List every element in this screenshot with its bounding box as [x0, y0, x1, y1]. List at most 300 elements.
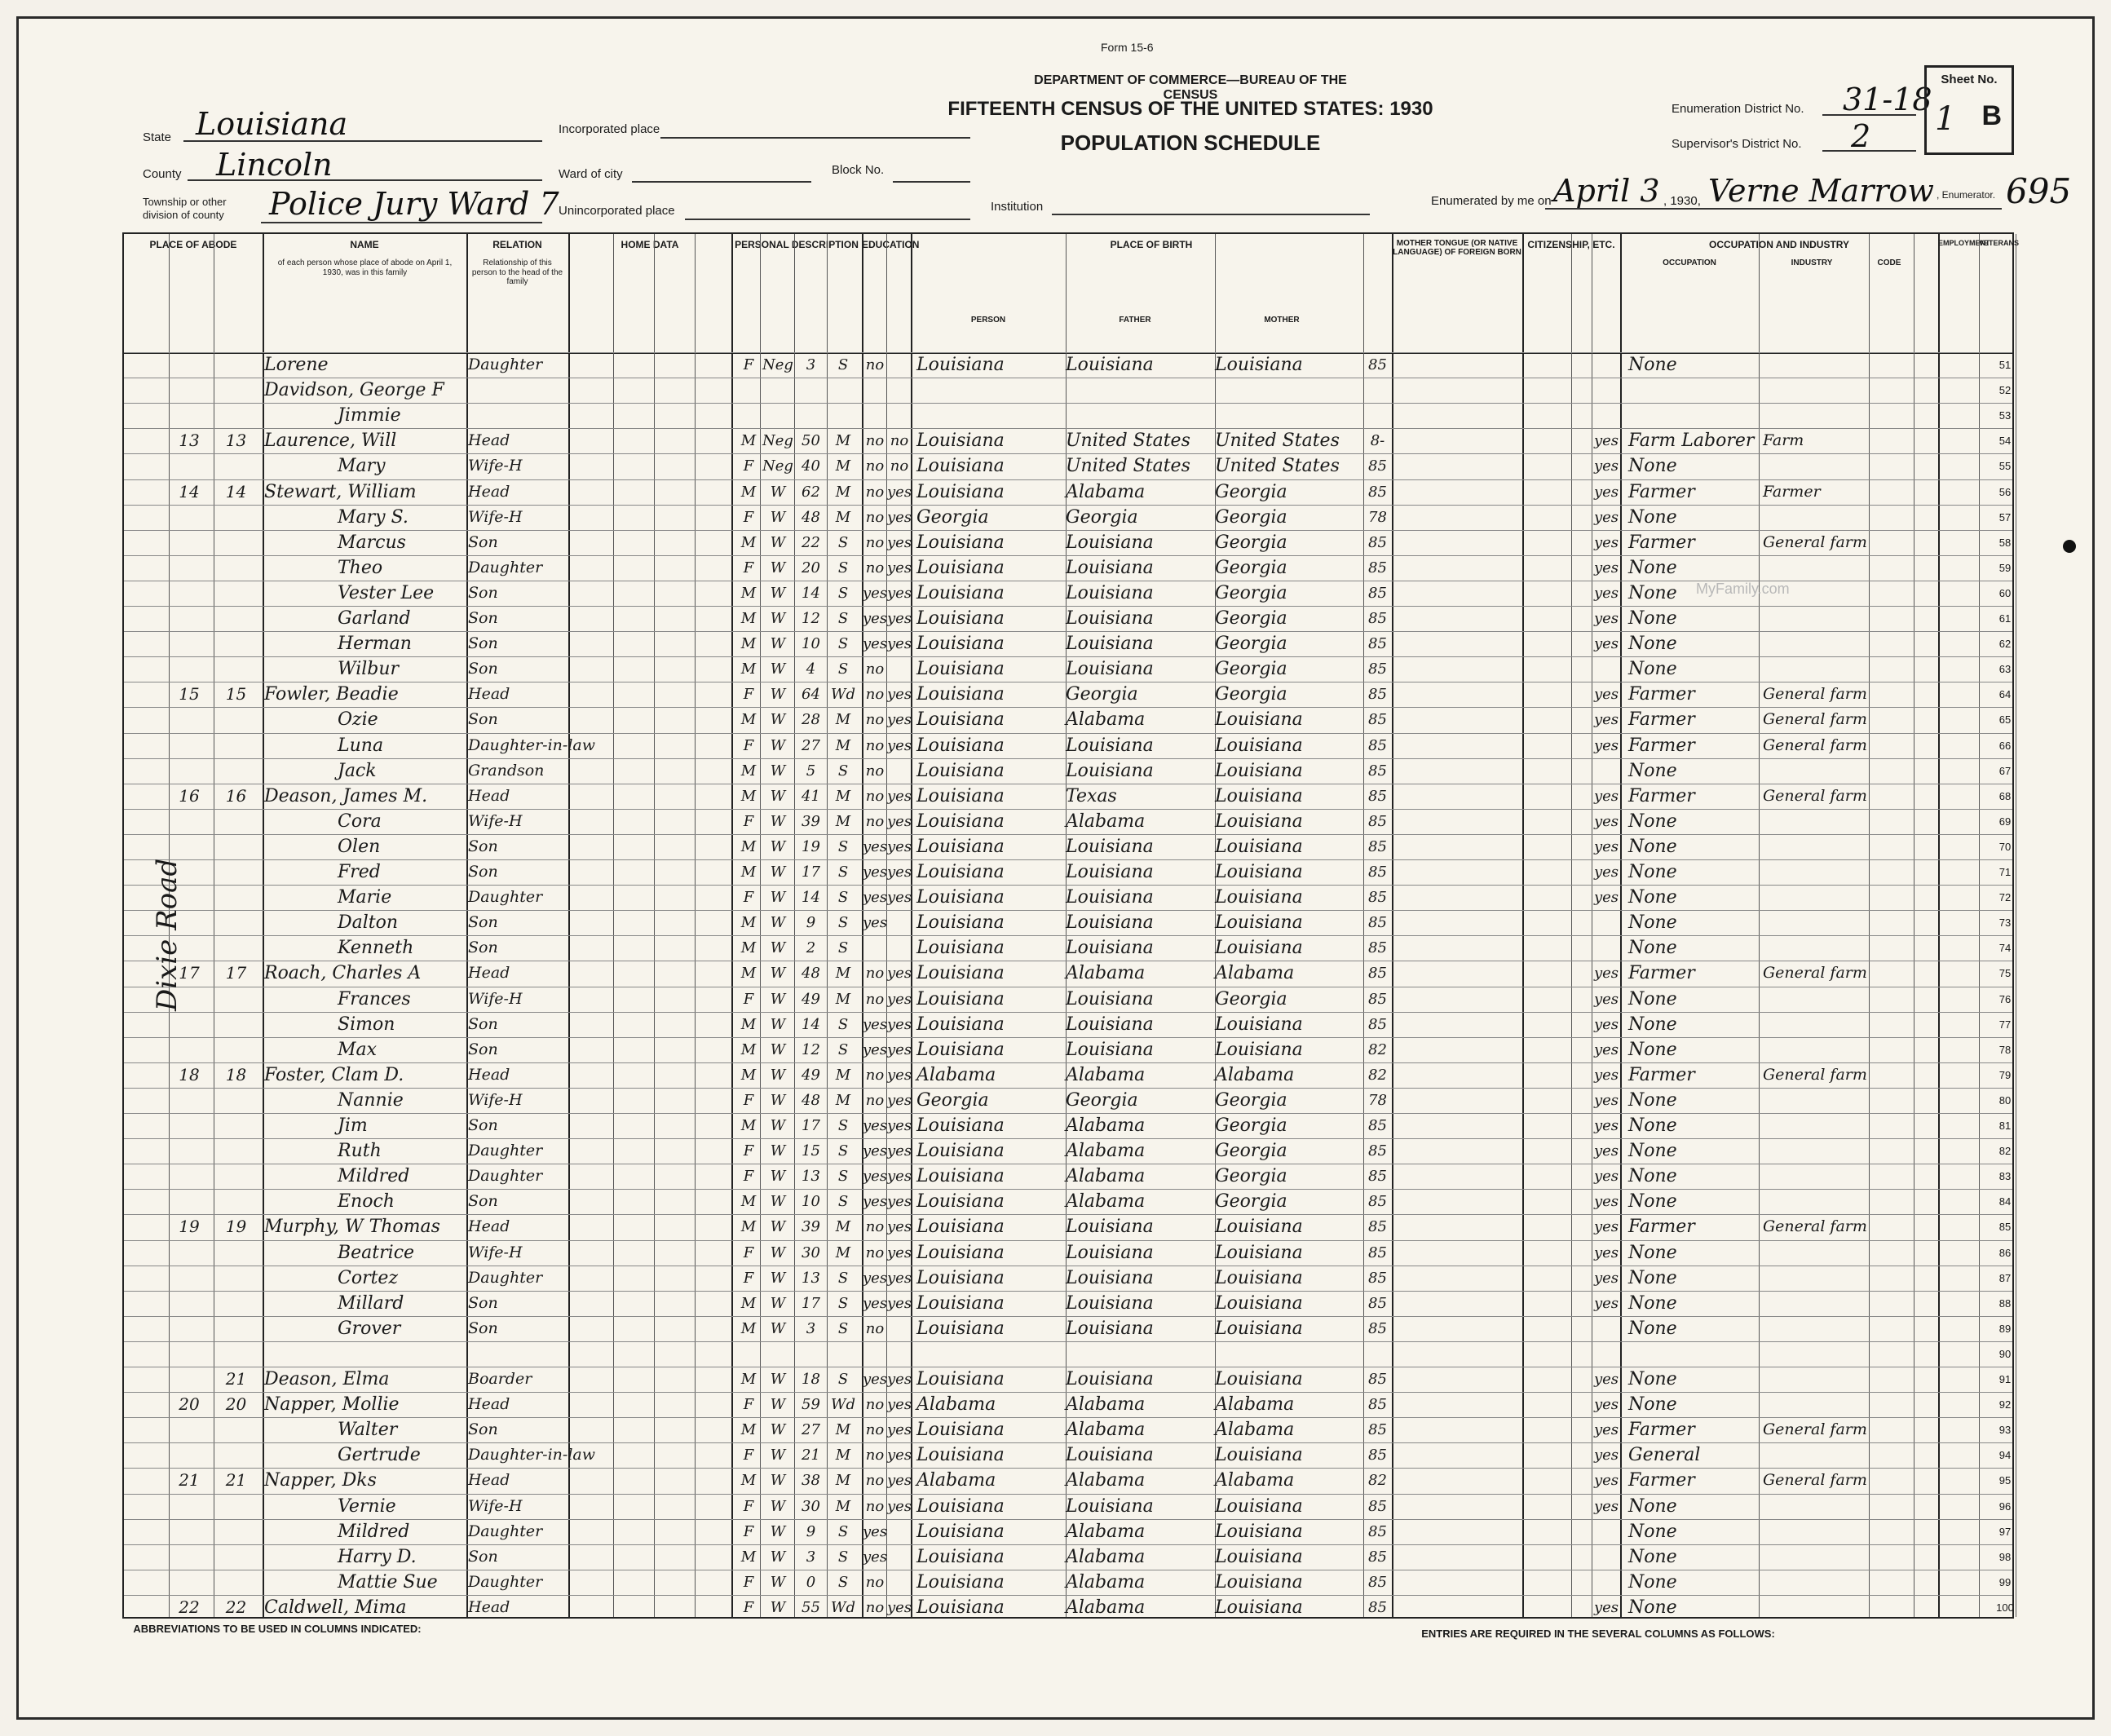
block-label: Block No. [832, 163, 885, 177]
population-table [122, 232, 2020, 1619]
cell-age: 14 [802, 584, 820, 602]
cell-father: Alabama [1066, 1470, 1146, 1491]
cell-mother: Alabama [1215, 1394, 1295, 1416]
table-row [124, 1417, 2012, 1442]
cell-age: 17 [802, 1294, 820, 1312]
table-row [124, 656, 2012, 682]
cell-father: Louisiana [1066, 760, 1154, 781]
cell-eng: yes [1593, 1218, 1619, 1236]
cell-name: Mildred [338, 1166, 410, 1187]
cell-father: Louisiana [1066, 608, 1154, 629]
cell-occ: None [1628, 355, 1677, 375]
enum-district-underline [1822, 114, 1916, 116]
cell-name: Jimmie [338, 405, 401, 426]
cell-eng: yes [1593, 1091, 1619, 1109]
cell-age: 48 [802, 1091, 820, 1109]
supervisor-value: 2 [1851, 118, 1871, 154]
cell-read: yes [887, 635, 912, 653]
line-number: 55 [1998, 460, 2012, 473]
cell-father: Alabama [1066, 709, 1146, 731]
cell-father: Louisiana [1066, 659, 1154, 680]
cell-code: 85 [1368, 1598, 1387, 1616]
cell-dw: 18 [179, 1064, 200, 1084]
cell-read: yes [887, 1243, 912, 1261]
punch-hole [2063, 540, 2076, 553]
cell-code: 85 [1368, 939, 1387, 957]
cell-occ: None [1628, 1571, 1677, 1592]
cell-code: 85 [1368, 610, 1387, 627]
cell-rel: Wife-H [468, 507, 523, 526]
cell-mother: Louisiana [1215, 735, 1303, 756]
cell-rel: Son [468, 1319, 498, 1337]
table-row [124, 809, 2012, 834]
cell-father: Alabama [1066, 1571, 1146, 1592]
cell-race: W [770, 990, 786, 1008]
cell-occ: None [1628, 1318, 1677, 1339]
cell-name: Roach, Charles A [264, 963, 422, 984]
cell-school: no [865, 1218, 885, 1236]
cell-sex: M [740, 1117, 757, 1134]
cell-school: yes [863, 1168, 888, 1186]
cell-code: 85 [1368, 914, 1387, 932]
cell-rel: Daughter [468, 1572, 543, 1591]
cell-pob: Louisiana [916, 431, 1005, 452]
cell-read: yes [887, 559, 912, 576]
cell-mother: Louisiana [1215, 1217, 1303, 1238]
cell-school: no [865, 483, 885, 501]
cell-name: Gertrude [338, 1445, 421, 1466]
cell-code: 85 [1368, 686, 1387, 704]
cell-school: yes [863, 584, 888, 602]
cell-mother: Alabama [1215, 1420, 1295, 1441]
cell-code: 85 [1368, 1218, 1387, 1236]
cell-read: yes [887, 610, 912, 627]
group-employment: EMPLOYMENT [1938, 239, 1990, 247]
cell-name: Nannie [338, 1089, 404, 1111]
cell-read: yes [887, 1091, 912, 1109]
cell-fam: 19 [225, 1217, 247, 1237]
table-header [124, 234, 2020, 354]
cell-name: Murphy, W Thomas [264, 1217, 440, 1238]
cell-pob: Louisiana [916, 988, 1005, 1009]
cell-name: Enoch [338, 1191, 395, 1213]
line-number: 92 [1998, 1398, 2012, 1411]
cell-pob: Louisiana [916, 709, 1005, 731]
birth-father-head: FATHER [1119, 316, 1151, 325]
cell-mother: Georgia [1215, 684, 1287, 705]
cell-ms: S [837, 1522, 849, 1540]
cell-age: 0 [806, 1573, 816, 1591]
cell-father: Alabama [1066, 963, 1146, 984]
cell-eng: yes [1593, 1472, 1619, 1490]
cell-school: no [865, 1472, 885, 1490]
cell-race: Neg [762, 356, 793, 373]
cell-mother: Louisiana [1215, 1445, 1303, 1466]
cell-ind: Farmer [1763, 482, 1821, 501]
cell-eng: yes [1593, 686, 1619, 704]
cell-rel: Son [468, 1014, 498, 1033]
line-number: 83 [1998, 1170, 2012, 1183]
cell-eng: yes [1593, 1447, 1619, 1464]
line-number: 82 [1998, 1145, 2012, 1158]
cell-read: yes [887, 889, 912, 907]
cell-rel: Son [468, 1040, 498, 1058]
cell-father: Georgia [1066, 684, 1138, 705]
cell-occ: None [1628, 456, 1677, 477]
cell-age: 28 [802, 711, 820, 729]
cell-race: W [770, 939, 786, 957]
cell-age: 38 [802, 1472, 820, 1490]
cell-pob: Louisiana [916, 1369, 1005, 1389]
cell-sex: F [743, 1598, 754, 1616]
cell-name: Fowler, Beadie [264, 684, 399, 705]
cell-read: yes [887, 711, 912, 729]
cell-pob: Louisiana [916, 1217, 1005, 1238]
cell-occ: None [1628, 608, 1677, 629]
cell-code: 85 [1368, 1396, 1387, 1414]
table-row [124, 403, 2012, 428]
cell-pob: Louisiana [916, 582, 1005, 603]
table-row [124, 987, 2012, 1012]
cell-ms: M [835, 1243, 851, 1261]
cell-ms: S [837, 1015, 849, 1033]
cell-eng: yes [1593, 1598, 1619, 1616]
cell-mother: Louisiana [1215, 1267, 1303, 1288]
cell-code: 85 [1368, 1117, 1387, 1134]
cell-sex: M [740, 584, 757, 602]
cell-read: yes [887, 1421, 912, 1439]
cell-mother: United States [1215, 431, 1340, 452]
unincorporated-underline [685, 219, 970, 220]
table-row [124, 428, 2012, 453]
table-row [124, 1189, 2012, 1214]
cell-code: 8- [1370, 432, 1385, 450]
cell-age: 12 [802, 1040, 820, 1058]
cell-occ: None [1628, 1546, 1677, 1567]
cell-name: Harry D. [338, 1546, 417, 1567]
line-number: 98 [1998, 1550, 2012, 1563]
cell-mother: Georgia [1215, 659, 1287, 680]
enumerated-date: April 3 [1553, 173, 1660, 209]
cell-school: no [865, 1598, 885, 1616]
group-citizenship: CITIZENSHIP, ETC. [1527, 239, 1615, 250]
cell-pob: Louisiana [916, 1267, 1005, 1288]
line-number: 58 [1998, 536, 2012, 549]
cell-ind: General farm [1763, 1065, 1867, 1084]
cell-name: Jim [338, 1115, 368, 1136]
county-label: County [143, 167, 182, 181]
cell-eng: yes [1593, 1193, 1619, 1211]
cell-school: no [865, 508, 885, 526]
table-row [124, 859, 2012, 885]
state-underline [183, 140, 542, 142]
cell-ms: S [837, 864, 849, 881]
cell-eng: yes [1593, 812, 1619, 830]
cell-rel: Son [468, 1192, 498, 1211]
cell-race: W [770, 1294, 786, 1312]
cell-rel: Head [468, 1597, 510, 1616]
cell-school: no [865, 1319, 885, 1337]
cell-mother: Louisiana [1215, 785, 1303, 806]
cell-school: no [865, 1421, 885, 1439]
cell-sex: F [743, 736, 754, 754]
cell-age: 49 [802, 1066, 820, 1084]
cell-mother: Louisiana [1215, 811, 1303, 832]
cell-age: 15 [802, 1142, 820, 1160]
cell-ms: M [835, 457, 851, 475]
cell-mother: Louisiana [1215, 836, 1303, 857]
cell-eng: yes [1593, 1142, 1619, 1160]
cell-race: W [770, 914, 786, 932]
cell-name: Wilbur [338, 659, 400, 680]
cell-fam: 17 [225, 963, 247, 983]
cell-ms: S [837, 1319, 849, 1337]
cell-school: no [865, 1497, 885, 1515]
cell-ind: General farm [1763, 786, 1867, 805]
cell-ms: Wd [830, 1598, 856, 1616]
cell-mother: Louisiana [1215, 1292, 1303, 1314]
cell-code: 85 [1368, 1371, 1387, 1388]
cell-mother: Louisiana [1215, 709, 1303, 731]
cell-pob: Louisiana [916, 1521, 1005, 1542]
cell-ms: M [835, 1447, 851, 1464]
cell-mother: Georgia [1215, 506, 1287, 528]
cell-pob: Louisiana [916, 1191, 1005, 1213]
cell-race: W [770, 610, 786, 627]
cell-occ: Farmer [1628, 963, 1695, 984]
cell-school: no [865, 711, 885, 729]
cell-age: 9 [806, 914, 816, 932]
cell-pob: Louisiana [916, 785, 1005, 806]
cell-school: no [865, 1066, 885, 1084]
cell-sex: F [743, 1091, 754, 1109]
cell-read: yes [887, 990, 912, 1008]
cell-code: 85 [1368, 1015, 1387, 1033]
cell-age: 40 [802, 457, 820, 475]
cell-ms: M [835, 965, 851, 983]
cell-age: 30 [802, 1243, 820, 1261]
cell-eng: yes [1593, 1066, 1619, 1084]
cell-race: W [770, 1091, 786, 1109]
group-place-of-birth: PLACE OF BIRTH [1110, 239, 1193, 250]
cell-name: Stewart, William [264, 481, 417, 502]
cell-ms: S [837, 559, 849, 576]
cell-ms: M [835, 736, 851, 754]
cell-code: 85 [1368, 1269, 1387, 1287]
cell-ms: M [835, 508, 851, 526]
cell-name: Deason, Elma [264, 1369, 390, 1389]
cell-read: yes [887, 1015, 912, 1033]
cell-sex: F [743, 1142, 754, 1160]
cell-rel: Son [468, 634, 498, 653]
line-number: 89 [1998, 1322, 2012, 1335]
cell-race: W [770, 1015, 786, 1033]
cell-pob: Louisiana [916, 1166, 1005, 1187]
cell-fam: 21 [225, 1470, 247, 1491]
cell-race: W [770, 1522, 786, 1540]
cell-dw: 13 [179, 431, 200, 451]
cell-occ: General [1628, 1445, 1701, 1466]
cell-school: no [865, 1091, 885, 1109]
cell-code: 85 [1368, 635, 1387, 653]
cell-pob: Louisiana [916, 1571, 1005, 1592]
institution-label: Institution [991, 200, 1044, 214]
cell-mother: Alabama [1215, 1064, 1295, 1085]
line-number: 57 [1998, 510, 2012, 523]
cell-occ: None [1628, 988, 1677, 1009]
cell-rel: Daughter-in-law [468, 1446, 595, 1464]
cell-sex: M [740, 432, 757, 450]
cell-mother: Georgia [1215, 1141, 1287, 1162]
cell-father: Alabama [1066, 1521, 1146, 1542]
cell-mother: Louisiana [1215, 760, 1303, 781]
cell-school: no [865, 812, 885, 830]
birth-person-head: PERSON [970, 316, 1006, 325]
cell-occ: None [1628, 1292, 1677, 1314]
cell-mother: Louisiana [1215, 862, 1303, 882]
year-suffix: , 1930, [1663, 194, 1701, 208]
cell-occ: None [1628, 1089, 1677, 1111]
cell-rel: Son [468, 609, 498, 627]
supervisor-label: Supervisor's District No. [1672, 137, 1802, 151]
table-row [124, 1316, 2012, 1341]
cell-mother: Georgia [1215, 634, 1287, 655]
cell-ms: M [835, 1472, 851, 1490]
cell-pob: Louisiana [916, 1420, 1005, 1441]
cell-read: yes [887, 812, 912, 830]
cell-sex: F [743, 889, 754, 907]
cell-sex: M [740, 965, 757, 983]
line-number: 51 [1998, 359, 2012, 371]
cell-mother: Louisiana [1215, 1242, 1303, 1263]
cell-school: no [865, 990, 885, 1008]
line-number: 70 [1998, 840, 2012, 853]
cell-school: no [865, 736, 885, 754]
cell-sex: M [740, 483, 757, 501]
cell-dw: 15 [179, 684, 200, 705]
cell-pob: Louisiana [916, 887, 1005, 908]
cell-age: 21 [802, 1447, 820, 1464]
cell-code: 85 [1368, 1168, 1387, 1186]
cell-sex: F [743, 1497, 754, 1515]
cell-code: 85 [1368, 762, 1387, 780]
cell-read: yes [887, 1168, 912, 1186]
line-number: 72 [1998, 891, 2012, 904]
cell-code: 85 [1368, 990, 1387, 1008]
cell-race: W [770, 1269, 786, 1287]
cell-father: Louisiana [1066, 1495, 1154, 1517]
cell-school: no [865, 432, 885, 450]
table-row [124, 707, 2012, 732]
cell-age: 2 [806, 939, 816, 957]
cell-occ: None [1628, 836, 1677, 857]
line-number: 86 [1998, 1246, 2012, 1259]
page-number: 695 [2006, 171, 2072, 211]
cell-age: 55 [802, 1598, 820, 1616]
cell-sex: F [743, 1243, 754, 1261]
cell-father: Alabama [1066, 1394, 1146, 1416]
table-row [124, 479, 2012, 505]
cell-race: W [770, 1193, 786, 1211]
cell-read: yes [887, 1294, 912, 1312]
cell-school: yes [863, 914, 888, 932]
cell-school: yes [863, 610, 888, 627]
table-row [124, 733, 2012, 758]
line-number: 71 [1998, 866, 2012, 878]
cell-ms: S [837, 1040, 849, 1058]
cell-rel: Head [468, 431, 510, 450]
cell-pob: Louisiana [916, 634, 1005, 655]
cell-eng: yes [1593, 1168, 1619, 1186]
cell-occ: Farmer [1628, 481, 1695, 502]
cell-sex: M [740, 1193, 757, 1211]
cell-rel: Son [468, 660, 498, 678]
cell-race: W [770, 1447, 786, 1464]
table-row [124, 1494, 2012, 1519]
cell-code: 82 [1368, 1040, 1387, 1058]
cell-sex: M [740, 939, 757, 957]
relation-description: Relationship of this person to the head of the family [471, 258, 563, 286]
cell-pob: Louisiana [916, 862, 1005, 882]
cell-ms: S [837, 1142, 849, 1160]
cell-name: Frances [338, 988, 411, 1009]
line-number: 69 [1998, 815, 2012, 828]
cell-mother: Georgia [1215, 582, 1287, 603]
cell-occ: None [1628, 1039, 1677, 1060]
incorporated-underline [660, 137, 970, 139]
cell-school: no [865, 533, 885, 551]
cell-dw: 22 [179, 1597, 200, 1617]
cell-school: no [865, 762, 885, 780]
cell-father: Louisiana [1066, 532, 1154, 553]
cell-read: yes [887, 1040, 912, 1058]
cell-name: Davidson, George F [264, 380, 444, 401]
cell-father: Louisiana [1066, 355, 1154, 375]
cell-sex: M [740, 1371, 757, 1388]
state-label: State [143, 130, 172, 144]
supervisor-underline [1822, 150, 1916, 152]
enumerator-name: Verne Marrow [1708, 173, 1934, 209]
block-underline [893, 181, 970, 183]
table-row [124, 1088, 2012, 1113]
sheet-side: B [1981, 100, 2002, 131]
cell-sex: F [743, 1573, 754, 1591]
department-heading: DEPARTMENT OF COMMERCE—BUREAU OF THE CENSUS [1034, 73, 1347, 102]
cell-pob: Louisiana [916, 912, 1005, 934]
cell-age: 49 [802, 990, 820, 1008]
cell-occ: Farm Laborer [1628, 431, 1755, 452]
cell-occ: None [1628, 506, 1677, 528]
cell-race: W [770, 837, 786, 855]
cell-name: Cortez [338, 1267, 399, 1288]
cell-pob: Alabama [916, 1064, 996, 1085]
cell-rel: Wife-H [468, 1090, 523, 1109]
cell-code: 82 [1368, 1066, 1387, 1084]
cell-name: Mattie Sue [338, 1571, 438, 1592]
cell-age: 48 [802, 508, 820, 526]
cell-ind: General farm [1763, 710, 1867, 729]
cell-eng: yes [1593, 736, 1619, 754]
cell-race: W [770, 483, 786, 501]
cell-name: Beatrice [338, 1242, 415, 1263]
cell-pob: Louisiana [916, 1495, 1005, 1517]
cell-occ: None [1628, 1267, 1677, 1288]
cell-occ: None [1628, 1521, 1677, 1542]
cell-school: yes [863, 635, 888, 653]
cell-race: W [770, 1243, 786, 1261]
cell-race: W [770, 1040, 786, 1058]
cell-ms: S [837, 533, 849, 551]
